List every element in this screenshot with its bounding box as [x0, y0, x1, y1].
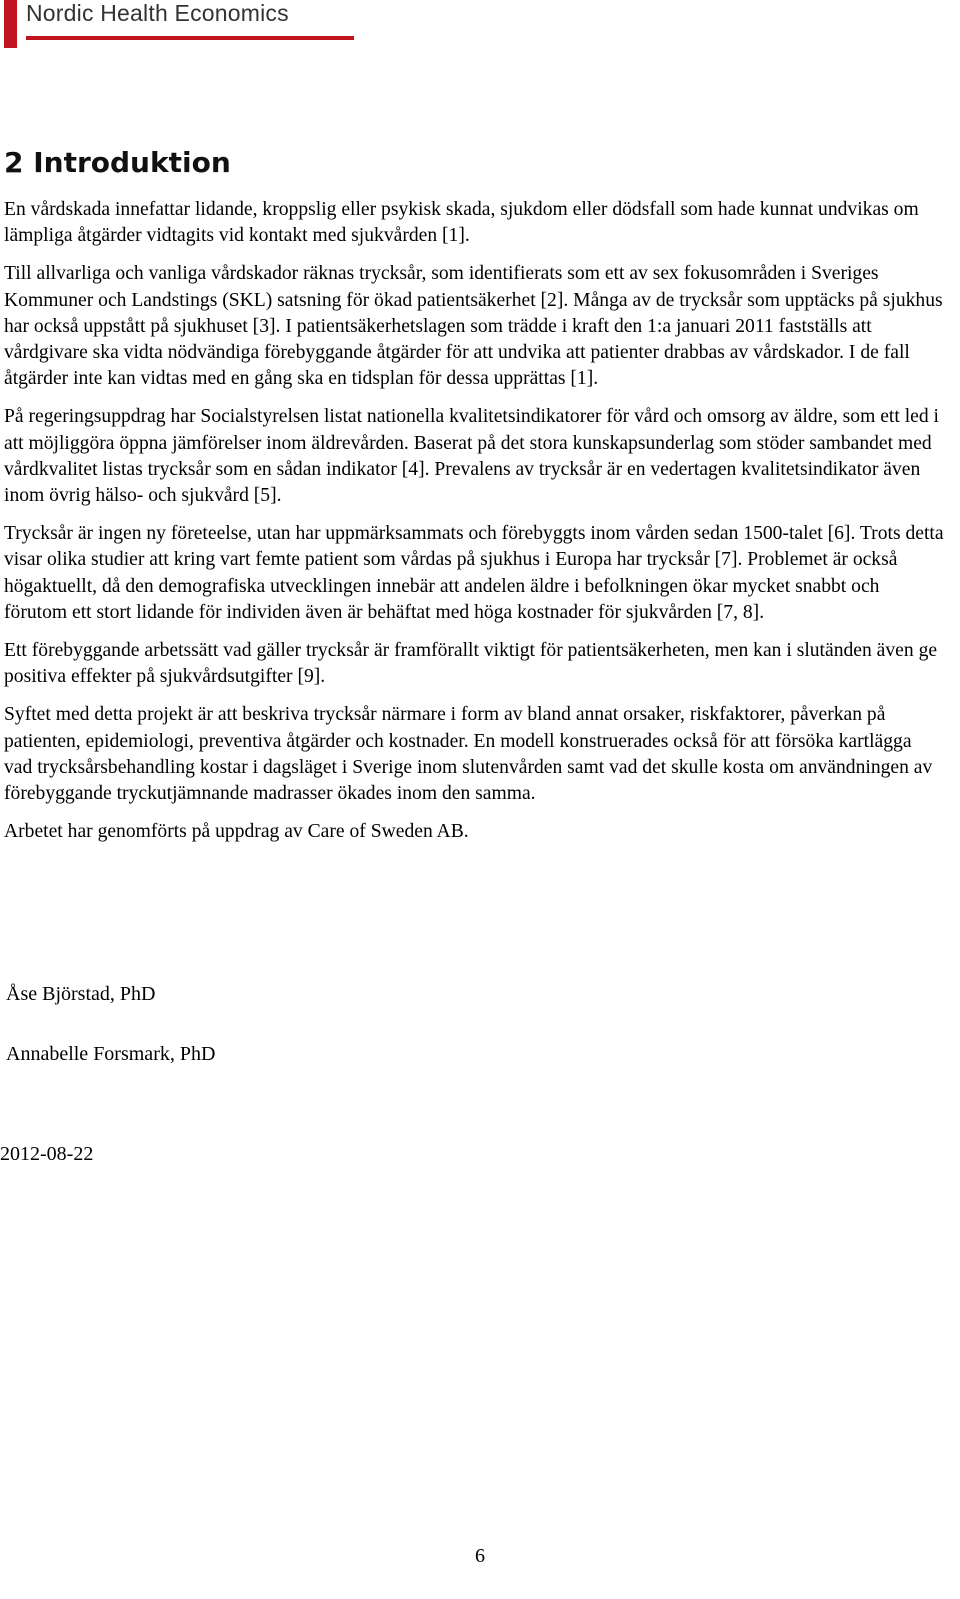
paragraph: En vårdskada innefattar lidande, kroppslig eller psykisk skada, sjukdom eller dödsfall som hade kunnat undvikas om lämpliga åtgärder vidtagits vid kontakt med sjukvården [1].: [4, 199, 919, 247]
page-number: 6: [475, 1545, 485, 1567]
paragraph: Syftet med detta projekt är att beskriva trycksår närmare i form av bland annat orsaker, riskfaktorer, påverkan på patienten, epidemiologi, preventiva åtgärder och kostnader. En modell konstruerades också för att försöka kartlägga vad trycksårsbehandling kostar i dagsläget i Sverige inom slutenvården samt vad det skulle kosta om användningen av förebyggande tryckutjämnande madrasser ökades inom den samma.: [4, 704, 933, 805]
paragraph: Till allvarliga och vanliga vårdskador räknas trycksår, som identifierats som ett av sex fokusområden i Sveriges Kommuner och Landstings (SKL) satsning för ökad patientsäkerhet [2]. Många av de trycksår som upptäcks på sjukhus har också uppstått på sjukhuset [3]. I patientsäkerhetslagen som trädde i kraft den 1:a januari 2011 fastställs att vårdgivare ska vidta nödvändiga förebyggande åtgärder för att undvika att patienter drabbas av vårdskador. I de fall åtgärder inte kan vidtas med en gång ska en tidsplan för dessa upprättas [1].: [4, 263, 943, 390]
paragraph: På regeringsuppdrag har Socialstyrelsen listat nationella kvalitetsindikatorer för vård och omsorg av äldre, som ett led i att möjliggöra öppna jämförelser inom äldrevården. Baserat på det stora kunskapsunderlag som stöder sambandet med vårdkvalitet listas trycksår som en sådan indikator [4]. Prevalens av trycksår är en vedertagen kvalitetsindikator även inom övrig hälso- och sjukvård [5].: [4, 406, 939, 507]
paragraph: Trycksår är ingen ny företeelse, utan har uppmärksammats och förebyggts inom vården sedan 1500-talet [6]. Trots detta visar olika studier att kring vart femte patient som vårdas på sjukhus i Europa har trycksår [7]. Problemet är också högaktuellt, då den demografiska utvecklingen innebär att andelen äldre i befolkningen ökar mycket snabbt och förutom ett stort lidande för individen även är behäftat med höga kostnader för sjukvården [7, 8].: [4, 523, 944, 623]
header-underline: [26, 36, 354, 40]
section-heading: 2 Introduktion: [4, 146, 231, 179]
header-accent-bar: [4, 0, 17, 48]
paragraph: Ett förebyggande arbetssätt vad gäller trycksår är framförallt viktigt för patientsäkerheten, men kan i slutänden även ge positiva effekter på sjukvårdsutgifter [9].: [4, 640, 938, 688]
paragraph: Arbetet har genomförts på uppdrag av Care of Sweden AB.: [4, 821, 469, 843]
main-content: [4, 145, 944, 857]
author-signature: Åse Björstad, PhD: [6, 983, 156, 1005]
author-signature: Annabelle Forsmark, PhD: [6, 1043, 216, 1065]
document-date: 2012-08-22: [0, 1143, 94, 1165]
brand-logo-text: Nordic Health Economics: [26, 0, 289, 26]
report-header: [4, 0, 356, 50]
